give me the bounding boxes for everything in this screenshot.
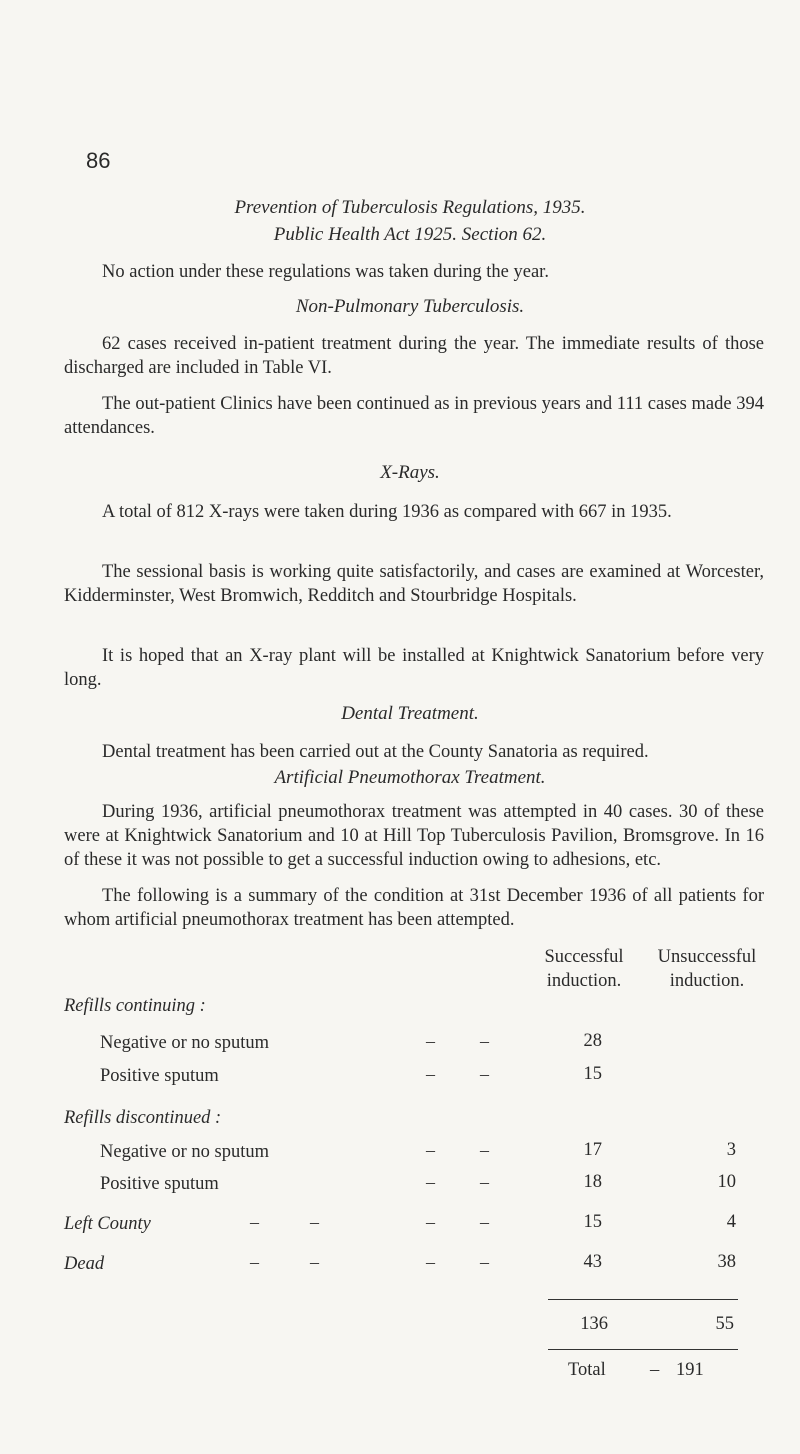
paragraph-no-action [64, 260, 764, 284]
cell-unsuccessful: 4 [726, 1212, 736, 1232]
leader-dash: – [250, 1212, 259, 1232]
cell-successful: 15 [583, 1064, 602, 1084]
heading-x-rays: X-Rays. [380, 462, 440, 483]
total-value: 191 [676, 1360, 704, 1380]
header-successful-induction: induction. [546, 971, 622, 991]
cell-unsuccessful: 10 [717, 1172, 736, 1192]
cell-successful: 18 [583, 1172, 602, 1192]
cell-successful: 15 [583, 1212, 602, 1232]
group-refills-continuing: Refills continuing : [64, 996, 206, 1016]
paragraph-x-ray-plant [64, 644, 764, 692]
header-unsuccessful-induction: induction. [669, 971, 745, 991]
leader-dash: – [480, 1212, 489, 1232]
subtotal-rule [548, 1299, 738, 1300]
heading-public-health-act: Public Health Act 1925. Section 62. [273, 224, 547, 245]
paragraph-summary-intro [64, 884, 764, 932]
leader-dash: – [426, 1252, 435, 1272]
paragraph-x-ray-total [64, 500, 764, 524]
leader-dash: – [480, 1064, 489, 1084]
leader-dash: – [480, 1031, 489, 1051]
row-label: Positive sputum [100, 1066, 219, 1086]
group-refills-discontinued: Refills discontinued : [64, 1108, 222, 1128]
paragraph-pneumothorax-cases [64, 800, 764, 872]
paragraph-sessional-basis [64, 560, 764, 608]
row-label: Negative or no sputum [100, 1033, 270, 1053]
heading-dental: Dental Treatment. [341, 703, 479, 724]
heading-artificial-pneumothorax: Artificial Pneumothorax Treatment. [274, 767, 546, 788]
total-rule [548, 1349, 738, 1350]
cell-successful: 17 [583, 1140, 602, 1160]
total-label: Total [568, 1360, 606, 1380]
paragraph-text: During 1936, artificial pneumothorax treatment was attempted in 40 cases. 30 of these were at Knightwick Sanatorium and 10 at Hill Top Tuberculosis Pavilion, Bromsgrove. In 16 of these it was not possible to get a successful induction owing to adhesions, etc. [64, 802, 764, 870]
paragraph-text: The out-patient Clinics have been continued as in previous years and 111 cases made 394 attendances. [64, 394, 764, 438]
paragraph-text: The sessional basis is working quite satisfactorily, and cases are examined at Worcester, Kidderminster, West Bromwich, Redditch and Stourbridge Hospitals. [64, 562, 764, 606]
paragraph-text: Dental treatment has been carried out at the County Sanatoria as required. [102, 742, 649, 762]
row-dead: Dead [64, 1254, 105, 1274]
page-number: 86 [86, 148, 111, 173]
paragraph-text: It is hoped that an X-ray plant will be installed at Knightwick Sanatorium before very long. [64, 646, 764, 690]
cell-successful: 43 [583, 1252, 602, 1272]
leader-dash: – [426, 1064, 435, 1084]
leader-dash: – [480, 1252, 489, 1272]
leader-dash: – [250, 1252, 259, 1272]
row-label: Positive sputum [100, 1174, 219, 1194]
leader-dash: – [426, 1212, 435, 1232]
leader-dash: – [426, 1172, 435, 1192]
paragraph-text: The following is a summary of the condition at 31st December 1936 of all patients for whom artificial pneumothorax treatment has been attempted. [64, 886, 764, 930]
cell-successful: 28 [583, 1031, 602, 1051]
leader-dash: – [426, 1031, 435, 1051]
paragraph-text: 62 cases received in-patient treatment during the year. The immediate results of those discharged are included in Table VI. [64, 334, 764, 378]
row-label: Negative or no sputum [100, 1142, 270, 1162]
cell-unsuccessful: 38 [717, 1252, 736, 1272]
paragraph-text: No action under these regulations was taken during the year. [102, 262, 549, 282]
paragraph-in-patient [64, 332, 764, 380]
leader-dash: – [310, 1252, 319, 1272]
subtotal-successful: 136 [580, 1314, 608, 1334]
leader-dash: – [426, 1140, 435, 1160]
paragraph-dental [64, 740, 764, 764]
paragraph-text: A total of 812 X-rays were taken during 1936 as compared with 667 in 1935. [102, 502, 672, 522]
row-left-county: Left County [64, 1214, 151, 1234]
total-dash: – [650, 1360, 660, 1380]
header-unsuccessful: Unsuccessful [657, 947, 757, 967]
leader-dash: – [310, 1212, 319, 1232]
heading-non-pulmonary: Non-Pulmonary Tuberculosis. [295, 296, 525, 317]
heading-prevention-regulations: Prevention of Tuberculosis Regulations, 1935. [234, 197, 586, 218]
leader-dash: – [480, 1140, 489, 1160]
subtotal-unsuccessful: 55 [715, 1314, 734, 1334]
paragraph-out-patient [64, 392, 764, 440]
leader-dash: – [480, 1172, 489, 1192]
header-successful: Successful [544, 947, 624, 967]
cell-unsuccessful: 3 [726, 1140, 736, 1160]
